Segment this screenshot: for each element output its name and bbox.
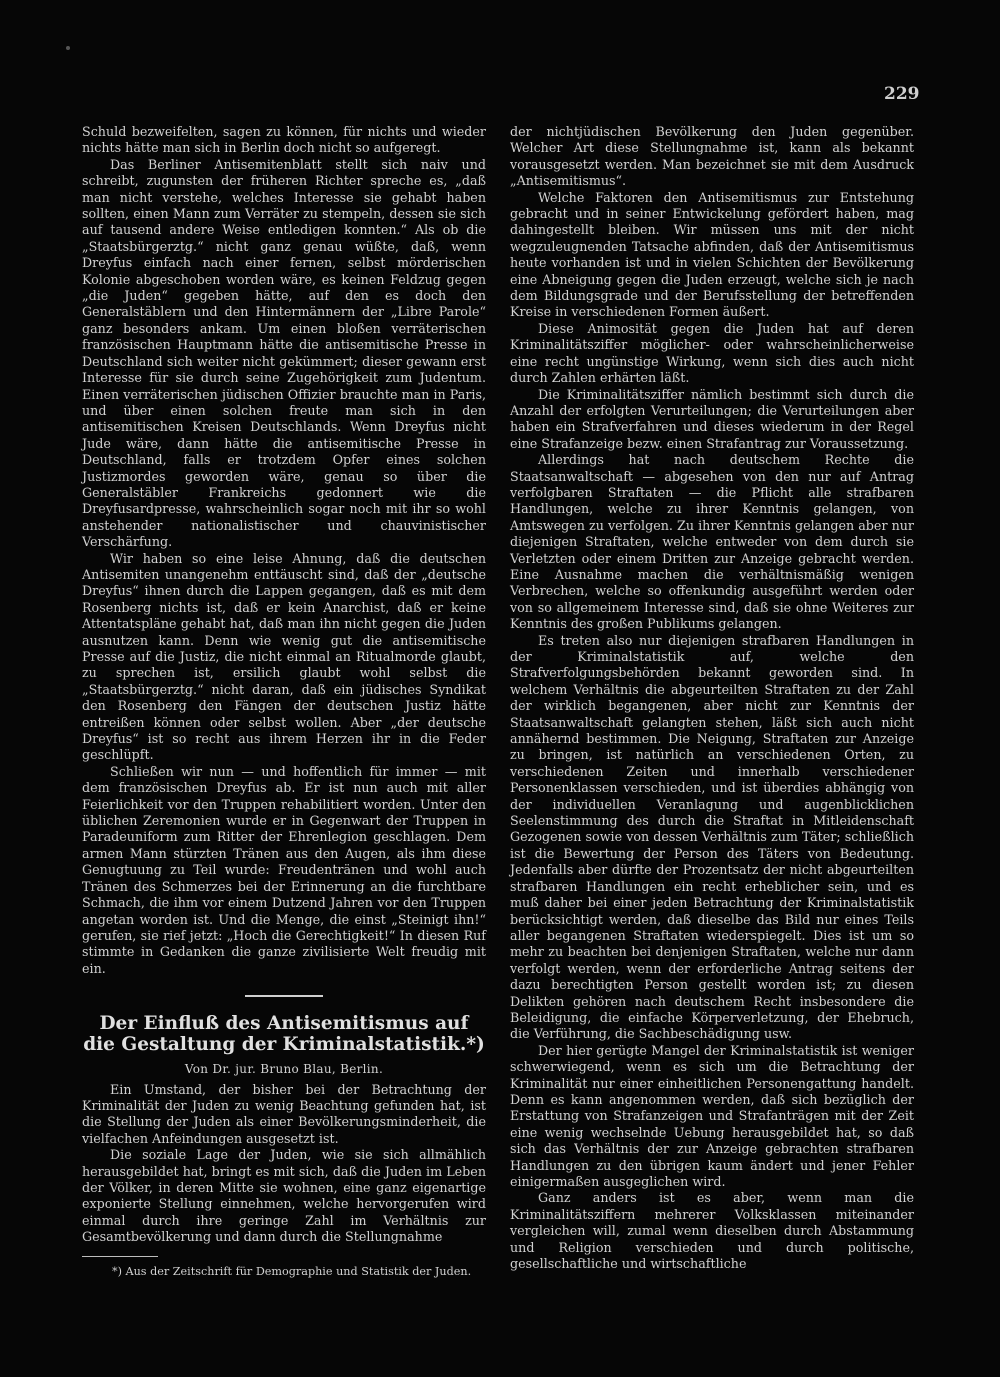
paragraph: Die soziale Lage der Juden, wie sie sich allmählich herausgebildet hat, bringt es mit sich, daß die Juden im Leben der Völker, in deren Mitte sie wohnen, eine ganz eigenartige exponierte Stellung einnehmen, welche hervorgerufen wird einmal durch ihre geringe Zahl im Verhältnis zur Gesamtbevölkerung und dann durch die Stellungnahme <box>82 1147 486 1245</box>
right-column <box>510 124 914 1272</box>
paragraph: Schließen wir nun — und hoffentlich für immer — mit dem französischen Dreyfus ab. Er ist nun auch mit aller Feierlichkeit vor den Truppen rehabilitiert worden. Unter den üblichen Zeremonien wurde er in Gegenwart der Truppen in Paradeuniform zum Ritter der Ehrenlegion geschlagen. Dem armen Mann stürzten Tränen aus den Augen, als ihm diese Genugtuung zu Teil wurde: Freudentränen und wohl auch Tränen des Schmerzes bei der Erinnerung an die furchtbare Schmach, die ihm vor einem Dutzend Jahren vor den Truppen angetan worden ist. Und die Menge, die einst „Steinigt ihn!“ gerufen, sie rief jetzt: „Hoch die Gerechtigkeit!“ In diesen Ruf stimmte in Gedanken die ganze zivilisierte Welt freudig mit ein. <box>82 763 486 976</box>
section-divider <box>245 995 323 997</box>
paragraph: Ein Umstand, der bisher bei der Betrachtung der Kriminalität der Juden zu wenig Beachtung gefunden hat, ist die Stellung der Juden als einer Bevölkerungsminderheit, die vielfachen Anfeindungen ausgesetzt ist. <box>82 1081 486 1146</box>
paragraph: Wir haben so eine leise Ahnung, daß die deutschen Antisemiten unangenehm enttäuscht sind, daß der „deutsche Dreyfus“ ihnen durch die Lappen gegangen, daß es mit dem Rosenberg nichts ist, daß er kein Anarchist, daß er keine Attentatspläne gehabt hat, daß man ihn nicht gegen die Juden ausnutzen kann. Denn wie wenig gut die antisemitische Presse auf die Justiz, die nicht einmal an Ritualmorde glaubt, zu sprechen ist, ersilich glaubt wohl selbst die „Staatsbürgerztg.“ nicht daran, daß ein jüdisches Syndikat den Rosenberg den Fängen der deutschen Justiz hätte entreißen können oder selbst wollen. Aber „der deutsche Dreyfus“ ist so recht aus ihrem Herzen ihr in die Feder geschlüpft. <box>82 550 486 763</box>
article-byline: Von Dr. jur. Bruno Blau, Berlin. <box>184 1062 384 1077</box>
paragraph: der nichtjüdischen Bevölkerung den Juden gegenüber. Welcher Art diese Stellungnahme ist, kann als bekannt vorausgesetzt werden. Man bezeichnet sie mit dem Ausdruck „Antisemitismus“. <box>510 124 914 189</box>
paragraph: Der hier gerügte Mangel der Kriminalstatistik ist weniger schwerwiegend, wenn es sich um die Betrachtung der Kriminalität nur einer einheitlichen Personengattung handelt. Denn es kann angenommen werden, daß sich bezüglich der Erstattung von Strafanzeigen und Strafanträgen mit der Zeit eine wenig wechselnde Uebung herausgebildet hat, so daß sich das Verhältnis der zur Anzeige gebrachten strafbaren Handlungen zu den übrigen kaum ändert und jener Fehler einigermaßen ausgeglichen wird. <box>510 1042 914 1189</box>
footnote: *) Aus der Zeitschrift für Demographie und Statistik der Juden. <box>112 1264 472 1278</box>
paragraph: Allerdings hat nach deutschem Rechte die Staatsanwaltschaft — abgesehen von den nur auf Antrag verfolgbaren Straftaten — die Pflicht alle strafbaren Handlungen, welche zu ihrer Kenntnis gelangen, von Amtswegen zu verfolgen. Zu ihrer Kenntnis gelangen aber nur diejenigen Straftaten, welche entweder von dem durch sie Verletzten oder einem Dritten zur Anzeige gebracht werden. Eine Ausnahme machen die verhältnismäßig wenigen Verbrechen, welche so offenkundig ausgeführt werden oder von so allgemeinem Interesse sind, daß sie ohne Weiteres zur Kenntnis des großen Publikums gelangen. <box>510 452 914 632</box>
footnote-divider <box>82 1256 158 1257</box>
paragraph: Es treten also nur diejenigen strafbaren Handlungen in der Kriminalstatistik auf, welche den Strafverfolgungsbehörden bekannt geworden sind. In welchem Verhältnis die abgeurteilten Straftaten zu der Zahl der wirklich begangenen, aber nicht zur Kenntnis der Staatsanwaltschaft gelangten stehen, läßt sich auch nicht annähernd bestimmen. Die Neigung, Straftaten zur Anzeige zu bringen, ist natürlich an verschiedenen Orten, zu verschiedenen Zeiten und innerhalb verschiedener Personenklassen verschieden, und ist überdies abhängig von der individuellen Veranlagung und augenblicklichen Seelenstimmung des durch die Straftat in Mitleidenschaft Gezogenen sowie von dessen Verhältnis zum Täter; schließlich ist die Bewertung der Person des Täters von Bedeutung. Jedenfalls aber dürfte der Prozentsatz der nicht abgeurteilten strafbaren Handlungen ein recht erheblicher sein, und es muß daher bei einer jeden Betrachtung der Kriminalstatistik berücksichtigt werden, daß dieselbe das Bild nur eines Teils aller begangenen Straftaten wiederspiegelt. Dies ist um so mehr zu beachten bei denjenigen Straftaten, welche nur dann verfolgt werden, wenn der erforderliche Antrag seitens der dazu berechtigten Person gestellt worden ist; zu diesen Delikten gehören nach deutschem Recht insbesondere die Beleidigung, die einfache Körperverletzung, der Ehebruch, die Verführung, die Sachbeschädigung usw. <box>510 632 914 1042</box>
paragraph: Das Berliner Antisemitenblatt stellt sich naiv und schreibt, zugunsten der früheren Richter spreche es, „daß man nicht verstehe, welches Interesse sie gehabt haben sollten, einen Mann zum Verräter zu stempeln, dessen sie sich auf tausend andere Weise entledigen konnten.“ Als ob die „Staatsbürgerztg.“ nicht ganz genau wüßte, daß, wenn Dreyfus einfach nach einer fernen, selbst mörderischen Kolonie abgeschoben worden wäre, es keinen Feldzug gegen „die Juden“ gegeben hätte, auf den es doch den Generalstäblern und den Hintermännern der „Libre Parole“ ganz besonders ankam. Um einen bloßen verräterischen französischen Hauptmann hätte die antisemitische Presse in Deutschland sich weiter nicht gekümmert; dieser gewann erst Interesse für sie durch seine Zugehörigkeit zum Judentum. Einen verräterischen jüdischen Offizier brauchte man in Paris, und über einen solchen freute man sich in den antisemitischen Kreisen Deutschlands. Wenn Dreyfus nicht Jude wäre, dann hätte die antisemitische Presse in Deutschland, falls er trotzdem Opfer eines solchen Justizmordes geworden wäre, genau so über die Generalstäbler Frankreichs gedonnert wie die Dreyfusardpresse, wahrscheinlich sogar noch mit ihr so wohl anstehender nationalistischer und chauvinistischer Verschärfung. <box>82 156 486 550</box>
paragraph: Ganz anders ist es aber, wenn man die Kriminalitätsziffern mehrerer Volksklassen miteinander vergleichen will, zumal wenn dieselben durch Abstammung und Religion verschieden und durch politische, gesellschaftliche und wirtschaftliche <box>510 1190 914 1272</box>
left-column <box>82 124 486 1279</box>
scan-speck <box>66 46 70 50</box>
paragraph: Diese Animosität gegen die Juden hat auf deren Kriminalitätsziffer möglicher- oder wahrscheinlicherweise eine recht ungünstige Wirkung, wenn sich dies auch nicht durch Zahlen erhärten läßt. <box>510 320 914 386</box>
paragraph: Schuld bezweifelten, sagen zu können, für nichts und wieder nichts hätte man sich in Berlin doch nicht so aufgeregt. <box>82 124 486 156</box>
paragraph: Welche Faktoren den Antisemitismus zur Entstehung gebracht und in seiner Entwickelung gefördert haben, mag dahingestellt bleiben. Wir müssen uns mit der nicht wegzuleugnenden Tatsache abfinden, daß der Antisemitismus heute vorhanden ist und in vielen Schichten der Bevölkerung eine Abneigung gegen die Juden erzeugt, welche sich je nach dem Bildungsgrade und der Berufsstellung der betreffenden Kreise in verschiedenen Formen äußert. <box>510 189 914 320</box>
paragraph: Die Kriminalitätsziffer nämlich bestimmt sich durch die Anzahl der erfolgten Verurteilungen; die Verurteilungen aber haben ein Strafverfahren und dieses wiederum in der Regel eine Strafanzeige bezw. einen Strafantrag zur Voraussetzung. <box>510 386 914 451</box>
page-number: 229 <box>884 84 920 104</box>
article-title: Der Einfluß des Antisemitismus auf die Gestaltung der Kriminalstatistik.*) <box>83 1013 485 1056</box>
